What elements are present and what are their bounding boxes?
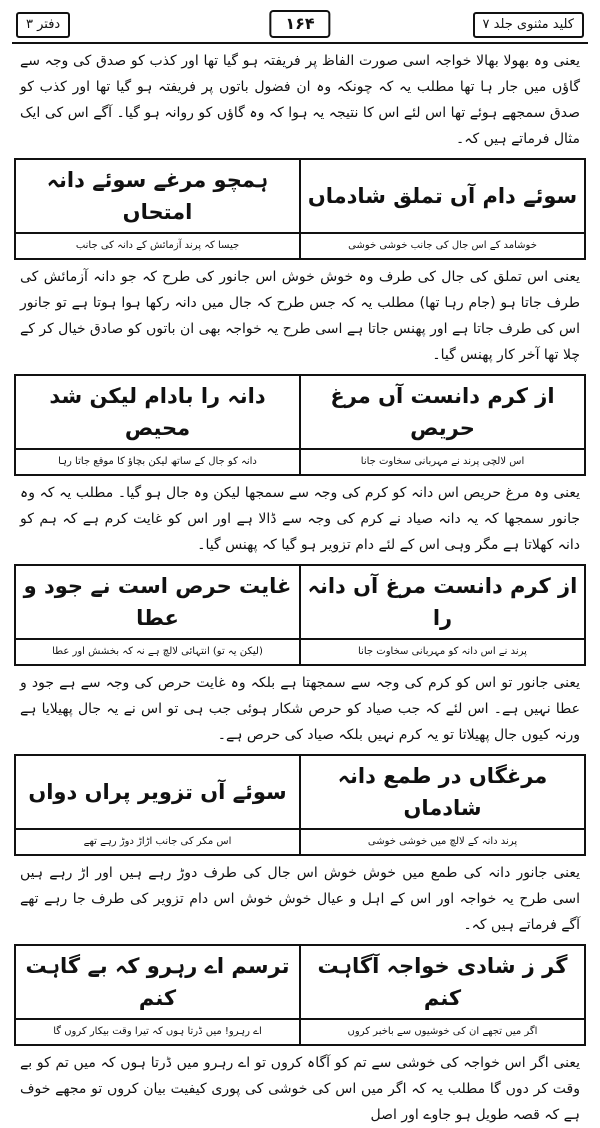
book-title-box: کلید مثنوی جلد ۷ [473,12,584,38]
commentary-paragraph: یعنی وہ بھولا بھالا خواجہ اسی صورت الفاظ پر فریفتہ ہو گیا تھا اور کذب کو صدق کی وجہ سے گاؤں میں جار ہا تھا مطلب یہ کہ چونکہ وہ ان فضول باتوں پر فریفتہ ہو گیا تھا اور کذب کو صدق سمجھے ہوئے تھا اس لئے اس کا نتیجہ یہ ہوا کہ وہ گاؤں کو روانہ ہو گیا۔ آگے اس کی ایک مثال فرماتے ہیں کہ۔ [20,53,580,147]
verse-hemistich-right: مرغگاں در طمع دانہ شادماں [300,755,585,829]
verse-table [14,158,586,260]
verse-hemistich-right: گر ز شادی خواجہ آگاہت کنم [300,945,585,1019]
verse-hemistich-left: غایت حرص است نے جود و عطا [15,565,300,639]
verse-translation-left: جیسا کہ پرند آزمائش کے دانہ کی جانب [15,233,300,259]
commentary-paragraph: یعنی جانور تو اس کو کرم کی وجہ سے سمجھتا ہے بلکہ وہ غایت حرص کی وجہ سے ہے جود و عطا نہیں ہے۔ اس لئے کہ جب صیاد کو حرص شکار ہوئی جب ہی تو اس نے یہ جال پھیلایا ہے ورنہ کیوں جال پھیلاتا تو یہ کرم نہیں بلکہ صیاد کی حرص ہے۔ [20,675,580,743]
verse-hemistich-right: سوئے دام آں تملق شادماں [300,159,585,233]
page-content [12,48,588,1128]
verse-translation-right: اس لالچی پرند نے مہربانی سخاوت جانا [300,449,585,475]
verse-block [14,754,586,856]
verse-translation-left: (لیکن یہ تو) انتہائی لالچ ہے نہ کہ بخشش اور عطا [15,639,300,665]
commentary-paragraph: یعنی وہ مرغ حریص اس دانہ کو کرم کی وجہ سے سمجھا لیکن وہ جال ہو گیا۔ مطلب یہ کہ وہ جانور سمجھا کہ یہ دانہ صیاد نے کرم کی وجہ سے ڈالا ہے اور اس کو غایت کرم ہے کہ ہم کو دانہ کھلاتا ہے مگر وہی اس کے لئے دام تزویر ہو گیا کہ پھنس گیا۔ [20,485,580,553]
verse-table [14,754,586,856]
verse-translation-left: اے رہرو! میں ڈرتا ہوں کہ تیرا وقت بیکار کروں گا [15,1019,300,1045]
verse-hemistich-left: سوئے آں تزویر پراں دواں [15,755,300,829]
verse-table [14,944,586,1046]
page-number: ۱۶۴ [269,10,330,38]
verse-table [14,374,586,476]
verse-hemistich-right: از کرم دانست مرغ آں دانہ را [300,565,585,639]
verse-translation-right: خوشامد کے اس جال کی جانب خوشی خوشی [300,233,585,259]
book-page [12,6,588,1123]
verse-translation-left: اس مکر کی جانب اڑاڑ دوڑ رہے تھے [15,829,300,855]
verse-translation-right: پرند دانہ کے لالچ میں خوشی خوشی [300,829,585,855]
verse-block [14,944,586,1046]
verse-block [14,158,586,260]
verse-hemistich-left: ترسم اے رہرو کہ بے گاہت کنم [15,945,300,1019]
verse-block [14,564,586,666]
verse-block [14,374,586,476]
page-header [12,6,588,44]
verse-hemistich-left: ہمچو مرغے سوئے دانہ امتحاں [15,159,300,233]
commentary-paragraph: یعنی اس تملق کی جال کی طرف وہ خوش خوش اس جانور کی طرح کہ جو دانہ آزمائش کی طرف جاتا ہو (جام رہا تھا) مطلب یہ کہ جس طرح کہ جال میں دانہ رکھا ہوا ہوتا ہے تو جانور اس کی طرف جاتا ہے اور پھنس جاتا ہے اسی طرح یہ خواجہ بھی ان باتوں کو صادق خیال کر کے چلا تھا آخر کار پھنس گیا۔ [20,269,580,363]
volume-label: دفتر ۳ [16,12,70,38]
verse-translation-left: دانہ کو جال کے ساتھ لیکن بچاؤ کا موقع جاتا رہا [15,449,300,475]
verse-table [14,564,586,666]
verse-translation-right: پرند نے اس دانہ کو مہربانی سخاوت جانا [300,639,585,665]
commentary-paragraph: یعنی جانور دانہ کی طمع میں خوش خوش اس جال کی طرف دوڑ رہے ہیں اور اڑ رہے ہیں اسی طرح یہ خواجہ اور اس کے اہل و عیال خوش خوش اس دام تزویر کی طرف جا رہے تھے آگے فرماتے ہیں کہ۔ [20,865,580,933]
verse-hemistich-right: از کرم دانست آں مرغ حریص [300,375,585,449]
commentary-paragraph: یعنی اگر اس خواجہ کی خوشی سے تم کو آگاہ کروں تو اے رہرو میں ڈرتا ہوں کہ میں تم کو بے وقت کر دوں گا مطلب یہ کہ اگر میں اس کی خوشی کی پوری کیفیت بیان کروں تو مجھے خوف ہے کہ قصہ طویل ہو جاوے اور اصل [20,1055,580,1123]
verse-translation-right: اگر میں تجھے ان کی خوشیوں سے باخبر کروں [300,1019,585,1045]
verse-hemistich-left: دانہ را بادام لیکن شد محیص [15,375,300,449]
